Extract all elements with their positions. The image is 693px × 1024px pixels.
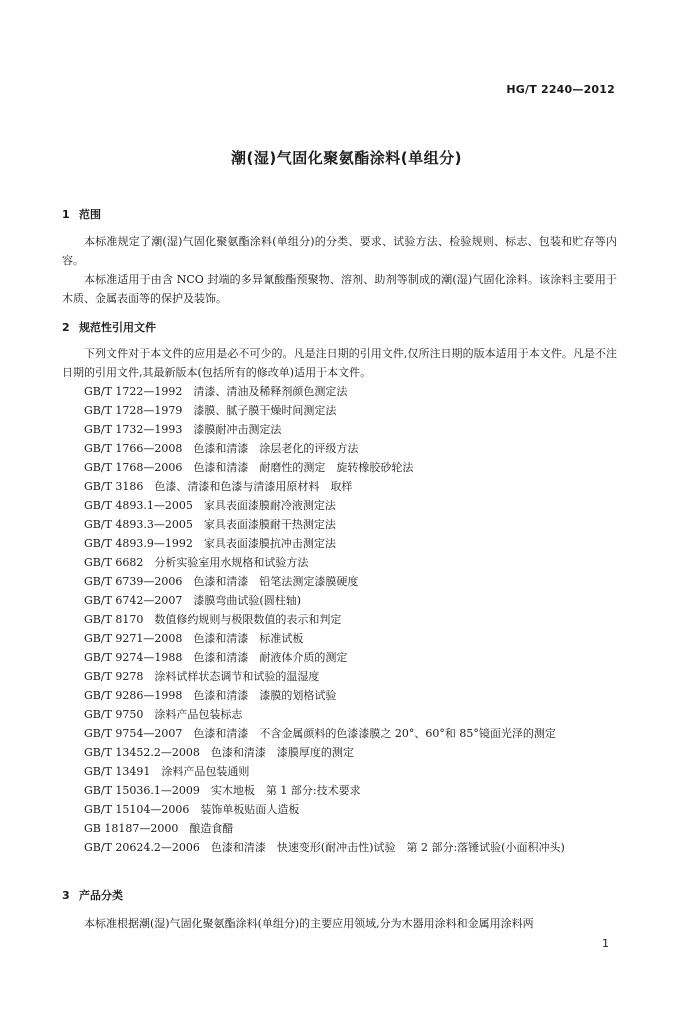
reference-item: GB/T 6682 分析实验室用水规格和试验方法 <box>84 556 309 569</box>
reference-item: GB 18187—2000 酿造食醋 <box>84 822 234 835</box>
reference-item: GB/T 1732—1993 漆膜耐冲击测定法 <box>84 423 282 436</box>
reference-item: GB/T 8170 数值修约规则与极限数值的表示和判定 <box>84 613 342 626</box>
paragraph: 本标准规定了潮(湿)气固化聚氨酯涂料(单组分)的分类、要求、试验方法、检验规则、标志、包装和贮存等内容。 <box>62 235 617 267</box>
reference-item: GB/T 1766—2008 色漆和清漆 涂层老化的评级方法 <box>84 442 359 455</box>
reference-item: GB/T 6739—2006 色漆和清漆 铅笔法测定漆膜硬度 <box>84 575 359 588</box>
paragraph: 本标准适用于由含 NCO 封端的多异氰酸酯预聚物、溶剂、助剂等制成的潮(湿)气固化涂料。该涂料主要用于木质、金属表面等的保护及装饰。 <box>62 273 617 305</box>
reference-item: GB/T 3186 色漆、清漆和色漆与清漆用原材料 取样 <box>84 480 353 493</box>
reference-item: GB/T 6742—2007 漆膜弯曲试验(圆柱轴) <box>84 594 301 607</box>
reference-item: GB/T 15104—2006 装饰单板贴面人造板 <box>84 803 300 816</box>
reference-item: GB/T 13491 涂料产品包装通则 <box>84 765 250 778</box>
section-heading-product-classification <box>62 887 123 903</box>
reference-item: GB/T 1722—1992 清漆、清油及稀释剂颜色测定法 <box>84 385 348 398</box>
reference-item: GB/T 4893.1—2005 家具表面漆膜耐冷液测定法 <box>84 499 336 512</box>
reference-item: GB/T 13452.2—2008 色漆和清漆 漆膜厚度的测定 <box>84 746 354 759</box>
paragraph: 下列文件对于本文件的应用是必不可少的。凡是注日期的引用文件,仅所注日期的版本适用于本文件。凡是不注日期的引用文件,其最新版本(包括所有的修改单)适用于本文件。 <box>62 347 617 379</box>
reference-item: GB/T 9274—1988 色漆和清漆 耐液体介质的测定 <box>84 651 348 664</box>
document-title: 潮(湿)气固化聚氨酯涂料(单组分) <box>231 149 462 167</box>
section-heading-normative-references <box>62 319 156 335</box>
section-number: 3 <box>62 889 70 902</box>
standard-number: HG/T 2240—2012 <box>506 83 615 96</box>
section-number: 2 <box>62 321 70 334</box>
reference-item: GB/T 1728—1979 漆膜、腻子膜干燥时间测定法 <box>84 404 337 417</box>
reference-item: GB/T 1768—2006 色漆和清漆 耐磨性的测定 旋转橡胶砂轮法 <box>84 461 414 474</box>
paragraph: 本标准根据潮(湿)气固化聚氨酯涂料(单组分)的主要应用领域,分为木器用涂料和金属用涂料两 <box>84 917 534 930</box>
reference-item: GB/T 9278 涂料试样状态调节和试验的温湿度 <box>84 670 320 683</box>
page-number: 1 <box>602 937 609 950</box>
section-title: 范围 <box>79 208 101 221</box>
reference-item: GB/T 4893.3—2005 家具表面漆膜耐干热测定法 <box>84 518 336 531</box>
section-title: 规范性引用文件 <box>79 321 156 334</box>
reference-item: GB/T 9754—2007 色漆和清漆 不含金属颜料的色漆漆膜之 20°、60°和 85°镜面光泽的测定 <box>84 727 556 740</box>
section-heading-scope <box>62 206 101 222</box>
reference-item: GB/T 15036.1—2009 实木地板 第 1 部分:技术要求 <box>84 784 361 797</box>
reference-item: GB/T 9750 涂料产品包装标志 <box>84 708 243 721</box>
reference-item: GB/T 9286—1998 色漆和清漆 漆膜的划格试验 <box>84 689 337 702</box>
reference-list <box>62 382 617 857</box>
section-number: 1 <box>62 208 70 221</box>
reference-item: GB/T 4893.9—1992 家具表面漆膜抗冲击测定法 <box>84 537 336 550</box>
reference-item: GB/T 20624.2—2006 色漆和清漆 快速变形(耐冲击性)试验 第 2 部分:落锤试验(小面积冲头) <box>84 841 565 854</box>
reference-item: GB/T 9271—2008 色漆和清漆 标准试板 <box>84 632 304 645</box>
section-title: 产品分类 <box>79 889 123 902</box>
